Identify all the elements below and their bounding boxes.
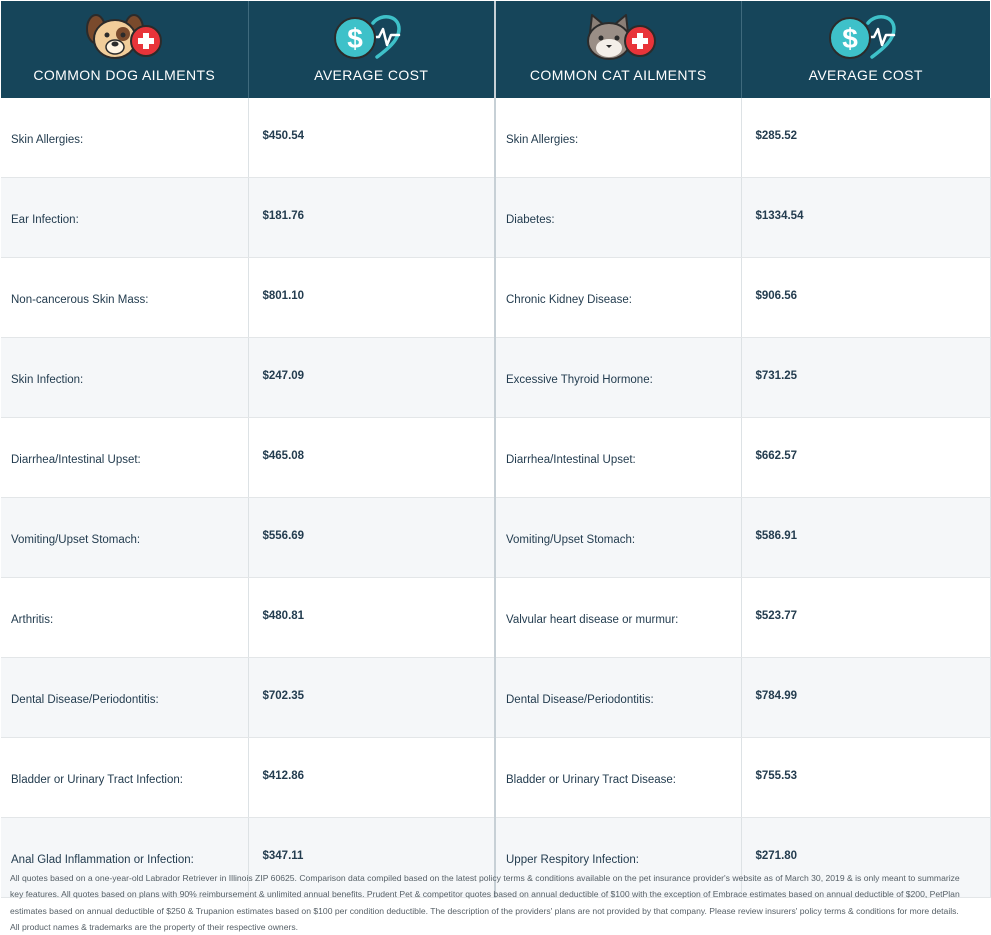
dog-ailment-cell: Diarrhea/Intestinal Upset: [1, 418, 248, 498]
dog-cost-cell: $412.86 [248, 738, 495, 818]
cat-cost-cell: $586.91 [741, 498, 990, 578]
cat-cost-cell: $1334.54 [741, 178, 990, 258]
cat-cost-cell: $523.77 [741, 578, 990, 658]
cat-ailment-cell: Skin Allergies: [495, 98, 741, 178]
ailment-cost-table [1, 1, 991, 898]
cat-ailment-cell: Upper Respitory Infection: [495, 818, 741, 898]
table-row [1, 258, 990, 338]
table-row [1, 738, 990, 818]
cat-ailment-cell: Diabetes: [495, 178, 741, 258]
dog-cost-cell: $450.54 [248, 98, 495, 178]
header-dog-cost [248, 1, 495, 98]
table-header-row [1, 1, 990, 98]
cat-cost-cell: $271.80 [741, 818, 990, 898]
table-row [1, 178, 990, 258]
cat-ailment-cell: Valvular heart disease or murmur: [495, 578, 741, 658]
cat-ailment-cell: Bladder or Urinary Tract Disease: [495, 738, 741, 818]
dog-medical-icon [82, 11, 166, 65]
cat-cost-cell: $784.99 [741, 658, 990, 738]
dog-ailment-cell: Non-cancerous Skin Mass: [1, 258, 248, 338]
dog-ailment-cell: Arthritis: [1, 578, 248, 658]
dog-ailments-heading: COMMON DOG AILMENTS [33, 67, 216, 83]
dollar-heartbeat-icon [329, 11, 413, 65]
svg-text:$: $ [841, 23, 858, 54]
table-row [1, 658, 990, 738]
cat-ailment-cell: Dental Disease/Periodontitis: [495, 658, 741, 738]
table-row [1, 338, 990, 418]
cat-cost-cell: $662.57 [741, 418, 990, 498]
dog-cost-heading: AVERAGE COST [314, 67, 429, 83]
dog-cost-cell: $702.35 [248, 658, 495, 738]
dog-ailment-cell: Skin Allergies: [1, 98, 248, 178]
table-row [1, 578, 990, 658]
table-row [1, 498, 990, 578]
cat-ailment-cell: Excessive Thyroid Hormone: [495, 338, 741, 418]
cat-ailment-cell: Vomiting/Upset Stomach: [495, 498, 741, 578]
cat-medical-icon [576, 11, 660, 65]
dog-ailment-cell: Ear Infection: [1, 178, 248, 258]
dog-cost-cell: $347.11 [248, 818, 495, 898]
dog-cost-cell: $465.08 [248, 418, 495, 498]
cat-ailments-heading: COMMON CAT AILMENTS [529, 67, 707, 83]
svg-text:$: $ [347, 23, 364, 54]
dog-cost-cell: $181.76 [248, 178, 495, 258]
dollar-heartbeat-icon [824, 11, 908, 65]
dog-cost-cell: $247.09 [248, 338, 495, 418]
header-dog-ailments [1, 1, 248, 98]
dog-ailment-cell: Dental Disease/Periodontitis: [1, 658, 248, 738]
cat-cost-cell: $731.25 [741, 338, 990, 418]
disclaimer-text: All quotes based on a one-year-old Labrador Retriever in Illinois ZIP 60625. Comparison data compiled based on the latest policy terms & conditions available on the pet insurance provider's website as of March 30, 2019 & is only meant to summarize key features. All quotes based on plans with 90% reimbursement & unlimited annual benefits. Prudent Pet & competitor quotes based on annual deductible of $100 with the exception of Embrace estimates based on annual deductible of $200, PetPlan estimates based on annual deductible of $250 & Trupanion estimates based on $100 per condition deductible. The description of the providers' plans are not provided by that company. Please review insurers' policy terms & conditions for more details. All product names & trademarks are the property of their respective owners. [10, 873, 960, 932]
header-cat-ailments [495, 1, 741, 98]
cat-cost-cell: $906.56 [741, 258, 990, 338]
dog-ailment-cell: Skin Infection: [1, 338, 248, 418]
cat-cost-cell: $285.52 [741, 98, 990, 178]
header-cat-cost [741, 1, 990, 98]
cat-ailment-cell: Diarrhea/Intestinal Upset: [495, 418, 741, 498]
table-row [1, 98, 990, 178]
dog-cost-cell: $556.69 [248, 498, 495, 578]
cat-cost-heading: AVERAGE COST [808, 67, 923, 83]
dog-ailment-cell: Anal Glad Inflammation or Infection: [1, 818, 248, 898]
dog-ailment-cell: Vomiting/Upset Stomach: [1, 498, 248, 578]
cat-ailment-cell: Chronic Kidney Disease: [495, 258, 741, 338]
cat-cost-cell: $755.53 [741, 738, 990, 818]
dog-ailment-cell: Bladder or Urinary Tract Infection: [1, 738, 248, 818]
table-row [1, 418, 990, 498]
dog-cost-cell: $801.10 [248, 258, 495, 338]
dog-cost-cell: $480.81 [248, 578, 495, 658]
